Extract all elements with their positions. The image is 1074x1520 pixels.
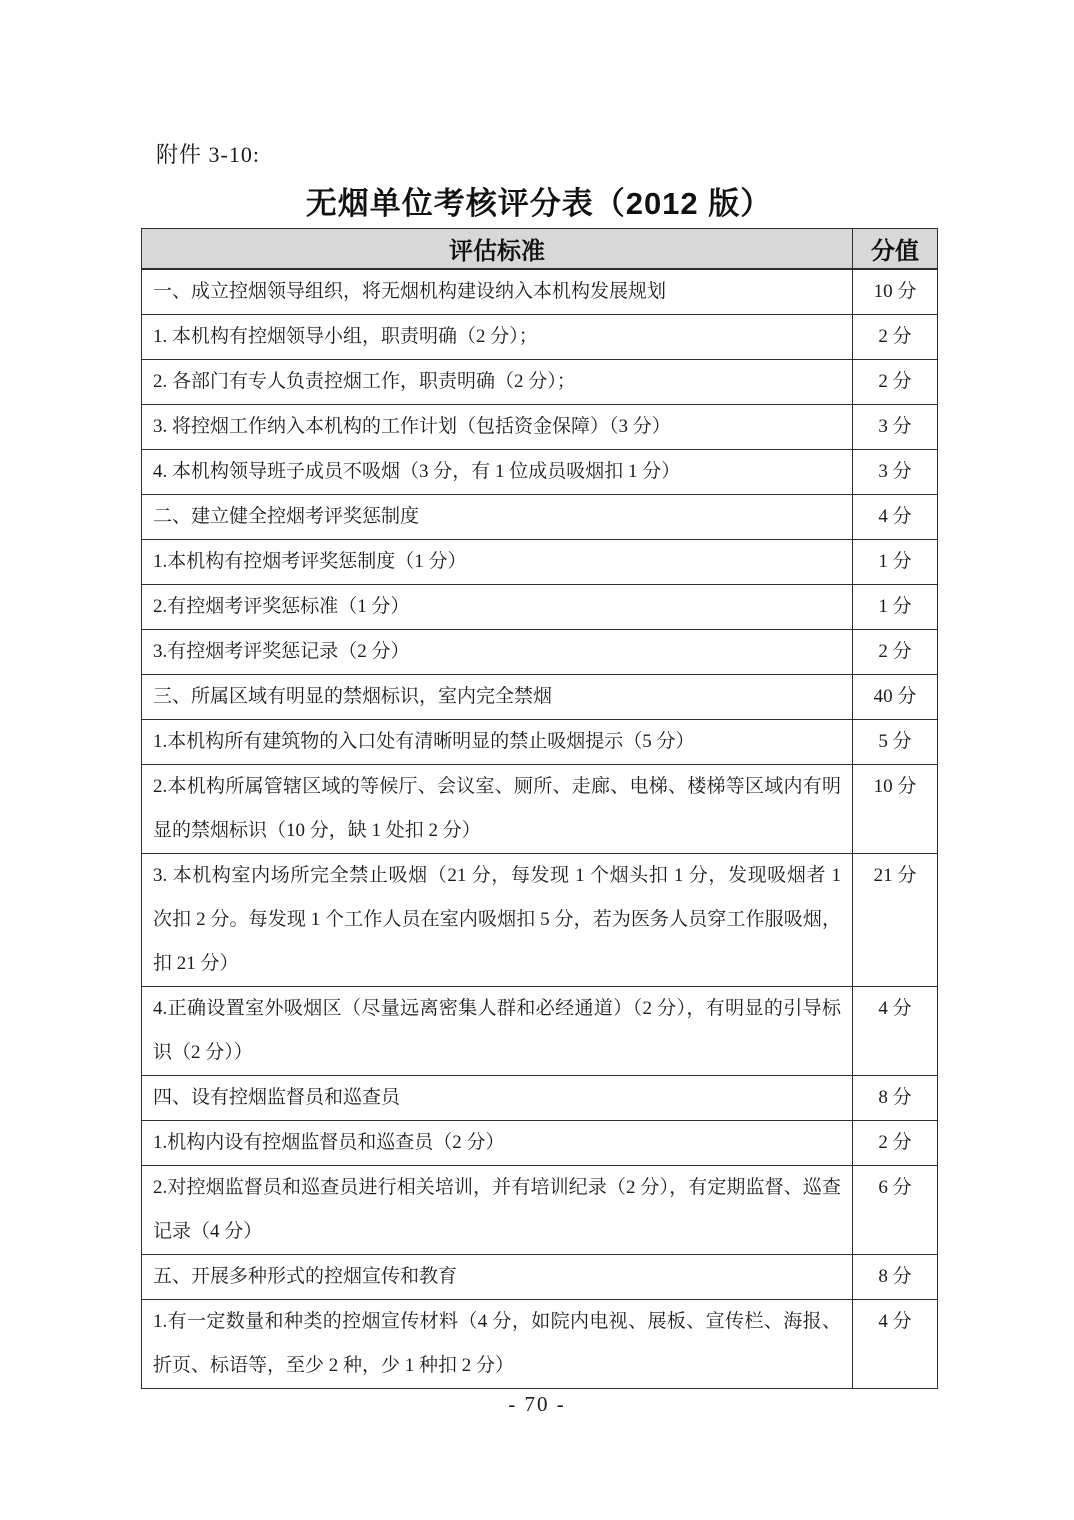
criteria-cell: 3. 将控烟工作纳入本机构的工作计划（包括资金保障）（3 分） [142,404,853,449]
table-row [142,269,938,315]
table-row [142,1075,938,1120]
criteria-cell: 2.本机构所属管辖区域的等候厅、会议室、厕所、走廊、电梯、楼梯等区域内有明显的禁烟标识（10 分，缺 1 处扣 2 分） [142,764,853,853]
table-row [142,539,938,584]
table-row [142,986,938,1075]
criteria-cell: 2. 各部门有专人负责控烟工作，职责明确（2 分）； [142,359,853,404]
score-cell: 8 分 [853,1254,938,1299]
scoring-table [141,228,938,1389]
score-cell: 10 分 [853,269,938,315]
table-row [142,1299,938,1388]
table-header-row [142,229,938,269]
criteria-cell: 1.机构内设有控烟监督员和巡查员（2 分） [142,1120,853,1165]
score-cell: 8 分 [853,1075,938,1120]
column-header-criteria: 评估标准 [142,229,853,269]
table-row [142,449,938,494]
table-row [142,584,938,629]
table-row [142,1165,938,1254]
table-row [142,314,938,359]
score-cell: 2 分 [853,629,938,674]
table-row [142,853,938,986]
score-cell: 3 分 [853,449,938,494]
score-cell: 2 分 [853,359,938,404]
score-cell: 21 分 [853,853,938,986]
criteria-cell: 2.有控烟考评奖惩标准（1 分） [142,584,853,629]
criteria-cell: 四、设有控烟监督员和巡查员 [142,1075,853,1120]
score-cell: 10 分 [853,764,938,853]
criteria-cell: 一、成立控烟领导组织，将无烟机构建设纳入本机构发展规划 [142,269,853,315]
page-number: - 70 - [508,1392,566,1416]
column-header-score: 分值 [853,229,938,269]
criteria-cell: 4. 本机构领导班子成员不吸烟（3 分，有 1 位成员吸烟扣 1 分） [142,449,853,494]
attachment-label: 附件 3-10: [156,142,260,167]
criteria-cell: 五、开展多种形式的控烟宣传和教育 [142,1254,853,1299]
table-row [142,494,938,539]
table-row [142,404,938,449]
table-row [142,1254,938,1299]
criteria-cell: 二、建立健全控烟考评奖惩制度 [142,494,853,539]
score-cell: 2 分 [853,314,938,359]
criteria-cell: 1.有一定数量和种类的控烟宣传材料（4 分，如院内电视、展板、宣传栏、海报、折页、标语等，至少 2 种，少 1 种扣 2 分） [142,1299,853,1388]
criteria-cell: 4.正确设置室外吸烟区（尽量远离密集人群和必经通道）（2 分），有明显的引导标识（2 分）） [142,986,853,1075]
criteria-cell: 1.本机构有控烟考评奖惩制度（1 分） [142,539,853,584]
score-cell: 2 分 [853,1120,938,1165]
criteria-cell: 三、所属区域有明显的禁烟标识，室内完全禁烟 [142,674,853,719]
score-cell: 5 分 [853,719,938,764]
table-row [142,719,938,764]
score-cell: 4 分 [853,986,938,1075]
table-row [142,674,938,719]
criteria-cell: 1. 本机构有控烟领导小组，职责明确（2 分）； [142,314,853,359]
page-title: 无烟单位考核评分表（2012 版） [305,186,773,221]
criteria-cell: 3. 本机构室内场所完全禁止吸烟（21 分，每发现 1 个烟头扣 1 分，发现吸烟者 1 次扣 2 分。每发现 1 个工作人员在室内吸烟扣 5 分，若为医务人员穿工作服吸烟，扣 21 分） [142,853,853,986]
criteria-cell: 2.对控烟监督员和巡查员进行相关培训，并有培训纪录（2 分），有定期监督、巡查记录（4 分） [142,1165,853,1254]
score-cell: 4 分 [853,494,938,539]
score-cell: 1 分 [853,539,938,584]
score-cell: 3 分 [853,404,938,449]
table-row [142,764,938,853]
score-cell: 40 分 [853,674,938,719]
table-row [142,359,938,404]
table-row [142,629,938,674]
criteria-cell: 1.本机构所有建筑物的入口处有清晰明显的禁止吸烟提示（5 分） [142,719,853,764]
score-cell: 1 分 [853,584,938,629]
criteria-cell: 3.有控烟考评奖惩记录（2 分） [142,629,853,674]
score-cell: 6 分 [853,1165,938,1254]
table-row [142,1120,938,1165]
score-cell: 4 分 [853,1299,938,1388]
